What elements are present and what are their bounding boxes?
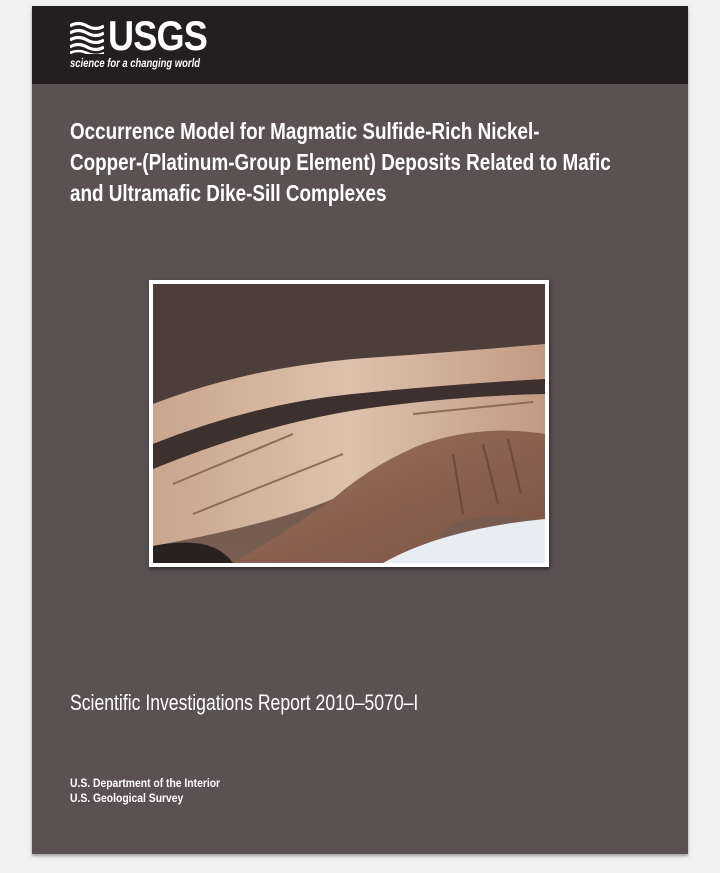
title-line: Copper-(Platinum-Group Element) Deposits Related to Mafic bbox=[70, 149, 611, 175]
usgs-logo-text: USGS bbox=[108, 12, 207, 59]
cover-photo-rock-outcrop bbox=[153, 284, 545, 563]
usgs-tagline: science for a changing world bbox=[70, 58, 200, 70]
agency-survey: U.S. Geological Survey bbox=[70, 793, 184, 805]
report-series-number: Scientific Investigations Report 2010–5070–I bbox=[70, 690, 419, 715]
cover-photo-frame bbox=[149, 280, 549, 567]
report-cover bbox=[32, 6, 688, 854]
usgs-wave-icon bbox=[70, 20, 104, 54]
usgs-logo[interactable] bbox=[70, 12, 220, 78]
title-line: and Ultramafic Dike-Sill Complexes bbox=[70, 180, 387, 206]
usgs-header-bar bbox=[32, 6, 688, 84]
title-line: Occurrence Model for Magmatic Sulfide-Rich Nickel- bbox=[70, 118, 540, 144]
report-title bbox=[70, 116, 660, 209]
agency-block bbox=[70, 777, 220, 807]
agency-department: U.S. Department of the Interior bbox=[70, 778, 221, 790]
